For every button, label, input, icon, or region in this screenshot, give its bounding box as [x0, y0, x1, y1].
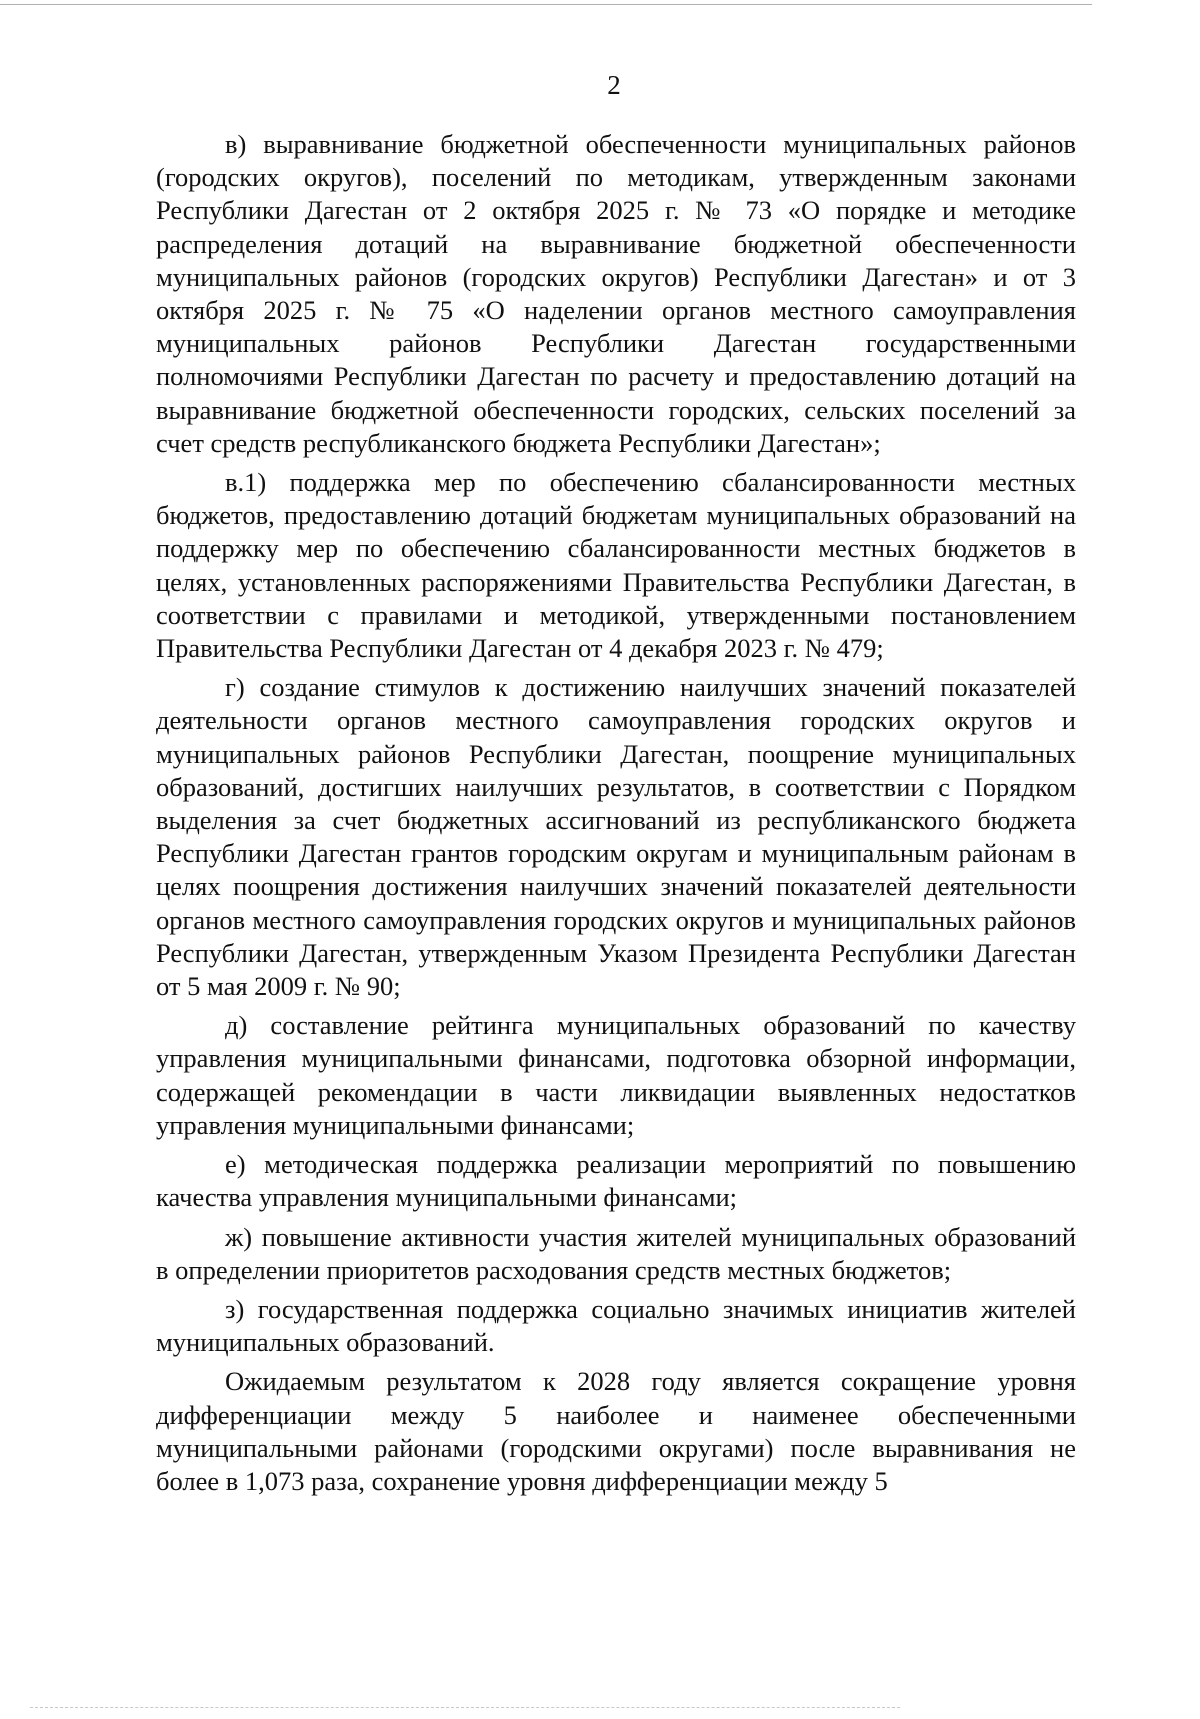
paragraph-d: д) составление рейтинга муниципальных образований по качеству управления муниципальными финансами, подготовка обзорной информации, содержащей рекомендации в части ликвидации выявленных недостатков управления муниципальными финансами; — [156, 1010, 1076, 1140]
scan-edge-bottom — [30, 1707, 900, 1709]
paragraph-e: е) методическая поддержка реализации мероприятий по повышению качества управления муниципальными финансами; — [156, 1149, 1076, 1213]
paragraph-v: в) выравнивание бюджетной обеспеченности муниципальных районов (городских округов), поселений по методикам, утвержденным законами Республики Дагестан от 2 октября 2025 г. № 73 «О порядке и методике распределения дотаций на выравнивание бюджетной обеспеченности муниципальных районов (городских округов) Республики Дагестан» и от 3 октября 2025 г. № 75 «О наделении органов местного самоуправления муниципальных районов Республики Дагестан государственными полномочиями Республики Дагестан по расчету и предоставлению дотаций на выравнивание бюджетной обеспеченности городских, сельских поселений за счет средств республиканского бюджета Республики Дагестан»; — [156, 129, 1076, 458]
document-body — [156, 128, 1076, 1504]
paragraph-v1: в.1) поддержка мер по обеспечению сбалансированности местных бюджетов, предоставлению дотаций бюджетам муниципальных образований на поддержку мер по обеспечению сбалансированности местных бюджетов в целях, установленных распоряжениями Правительства Республики Дагестан, в соответствии с правилами и методикой, утвержденными постановлением Правительства Республики Дагестан от 4 декабря 2023 г. № 479; — [156, 467, 1076, 664]
paragraph-zh: ж) повышение активности участия жителей муниципальных образований в определении приоритетов расходования средств местных бюджетов; — [156, 1221, 1076, 1285]
page-number: 2 — [607, 70, 621, 100]
paragraph-z: з) государственная поддержка социально значимых инициатив жителей муниципальных образований. — [156, 1293, 1076, 1358]
scan-edge-top — [0, 4, 1092, 5]
paragraph-g: г) создание стимулов к достижению наилучших значений показателей деятельности органов местного самоуправления городских округов и муниципальных районов Республики Дагестан, поощрение муниципальных образований, достигших наилучших результатов, в соответствии с Порядком выделения за счет бюджетных ассигнований из республиканского бюджета Республики Дагестан грантов городским округам и муниципальным районам в целях поощрения достижения наилучших значений показателей деятельности органов местного самоуправления городских округов и муниципальных районов Республики Дагестан, утвержденным Указом Президента Республики Дагестан от 5 мая 2009 г. № 90; — [156, 672, 1076, 1002]
paragraph-expected-result: Ожидаемым результатом к 2028 году является сокращение уровня дифференциации между 5 наиболее и наименее обеспеченными муниципальными районами (городскими округами) после выравнивания не более в 1,073 раза, сохранение уровня дифференциации между 5 — [156, 1366, 1076, 1496]
